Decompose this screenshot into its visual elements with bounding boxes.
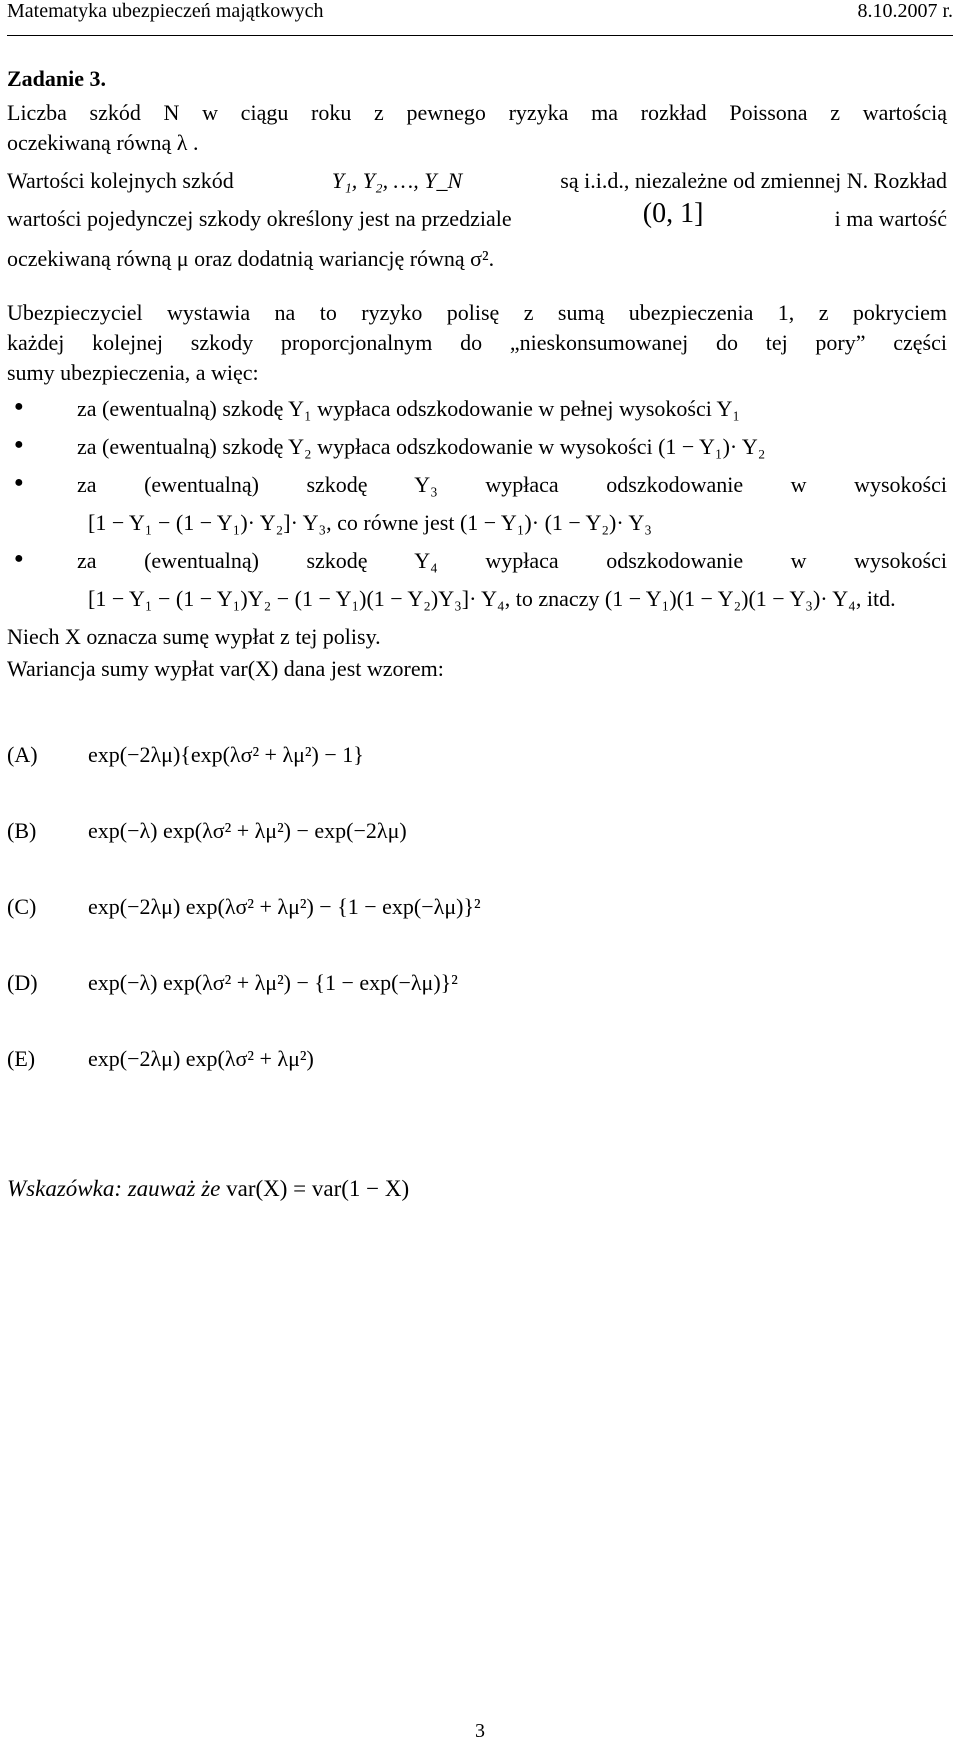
option-a-label: (A) [7,742,38,767]
paragraph-5: Wariancja sumy wypłat var(X) dana jest wzorem: [7,656,444,681]
header-rule [7,35,953,36]
option-b-formula: exp(−λ) exp(λσ² + λμ²) − exp(−2λμ) [88,818,407,843]
bullet-item-4-line-2: [1 − Y₁ − (1 − Y₁)Y₂ − (1 − Y₁)(1 − Y₂)Y₃]· Y₄, to znaczy (1 − Y₁)(1 − Y₂)(1 − Y₃)· Y₄, itd. [88,586,896,611]
p2-line1-text-b: są i.i.d., niezależne od zmiennej N. Rozkład [560,168,947,193]
bullet-item-3-line-1: za (ewentualną) szkodę Y₃ wypłaca odszkodowanie w wysokości [77,472,947,497]
hint [7,1176,409,1202]
bullet-item-4-line-1: za (ewentualną) szkodę Y₄ wypłaca odszkodowanie w wysokości [77,548,947,573]
option-b-label: (B) [7,818,37,843]
paragraph-3-line-3: sumy ubezpieczenia, a więc: [7,360,259,385]
p2-line2-text-b: i ma wartość [834,206,947,231]
p2-line1-vars: Y₁, Y₂, …, Y_N [331,168,463,193]
paragraph-2-line-2 [7,198,947,234]
p2-line2-interval: (0, 1] [642,198,704,229]
paragraph-3-line-1: Ubezpieczyciel wystawia na to ryzyko polisę z sumą ubezpieczenia 1, z pokryciem [7,300,947,325]
header-date: 8.10.2007 r. [857,0,953,22]
option-e-formula: exp(−2λμ) exp(λσ² + λμ²) [88,1046,314,1071]
option-e-label: (E) [7,1046,36,1071]
paragraph-2-line-1 [7,166,947,196]
paragraph-3-line-2: każdej kolejnej szkody proporcjonalnym do „nieskonsumowanej do tej pory” części [7,330,947,355]
bullet-marker-4: ● [14,550,24,567]
problem-heading: Zadanie 3. [7,66,107,91]
bullet-marker-2: ● [14,436,24,453]
hint-label: Wskazówka: zauważ że [7,1176,221,1201]
header-title: Matematyka ubezpieczeń majątkowych [7,0,324,22]
paragraph-4: Niech X oznacza sumę wypłat z tej polisy. [7,624,381,649]
option-d-formula: exp(−λ) exp(λσ² + λμ²) − {1 − exp(−λμ)}² [88,970,458,995]
bullet-marker-1: ● [14,398,24,415]
option-a-formula: exp(−2λμ){exp(λσ² + λμ²) − 1} [88,742,364,767]
option-d-label: (D) [7,970,38,995]
hint-formula: var(X) = var(1 − X) [226,1176,410,1201]
paragraph-1-line-2: oczekiwaną równą λ . [7,130,199,155]
p2-line2-text-a: wartości pojedynczej szkody określony jest na przedziale [7,206,512,231]
paragraph-1-line-1: Liczba szkód N w ciągu roku z pewnego ryzyka ma rozkład Poissona z wartością [7,100,947,125]
option-c-formula: exp(−2λμ) exp(λσ² + λμ²) − {1 − exp(−λμ)}² [88,894,481,919]
bullet-marker-3: ● [14,474,24,491]
option-c-label: (C) [7,894,37,919]
page-number: 3 [475,1720,485,1742]
bullet-item-2: za (ewentualną) szkodę Y₂ wypłaca odszkodowanie w wysokości (1 − Y₁)· Y₂ [77,434,766,459]
paragraph-2-line-3: oczekiwaną równą μ oraz dodatnią wariancję równą σ². [7,246,495,271]
bullet-item-3-line-2: [1 − Y₁ − (1 − Y₁)· Y₂]· Y₃, co równe jest (1 − Y₁)· (1 − Y₂)· Y₃ [88,510,652,535]
p2-line1-text-a: Wartości kolejnych szkód [7,168,234,193]
bullet-item-1: za (ewentualną) szkodę Y₁ wypłaca odszkodowanie w pełnej wysokości Y₁ [77,396,741,421]
